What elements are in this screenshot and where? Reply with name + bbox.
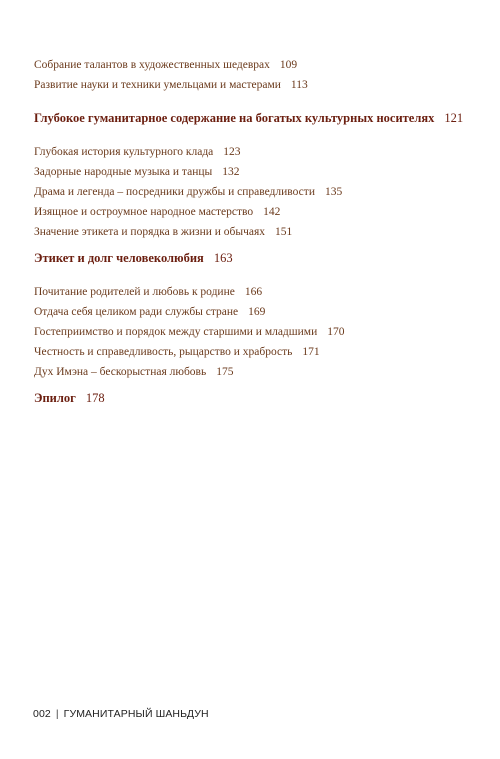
toc-page-number: 169 (248, 306, 266, 318)
toc-item: Честность и справедливость, рыцарство и храбрость 171 (34, 346, 320, 358)
toc-section-heading: Глубокое гуманитарное содержание на богатых культурных носителях 121 (34, 111, 464, 125)
toc-item: Глубокая история культурного клада 123 (34, 146, 241, 158)
toc-page-number: 113 (290, 79, 308, 91)
toc-page-number: 166 (244, 286, 263, 298)
toc-page-number: 142 (263, 206, 281, 218)
toc-page-number: 123 (223, 146, 241, 158)
toc-page-number: 175 (216, 366, 234, 378)
toc-section-heading: Этикет и долг человеколюбия 163 (34, 251, 233, 265)
toc-item: Гостеприимство и порядок между старшими и младшими 170 (34, 326, 345, 338)
footer-page-number: 002 (33, 708, 51, 720)
toc-section-heading: Эпилог 178 (34, 391, 105, 405)
toc-page-number: 171 (302, 346, 320, 358)
toc-item: Собрание талантов в художественных шедеврах 109 (34, 59, 298, 71)
footer-book-title: ГУМАНИТАРНЫЙ ШАНЬДУН (63, 708, 209, 720)
toc-group-2 (34, 142, 342, 242)
toc-item: Почитание родителей и любовь к родине 166 (34, 286, 263, 298)
toc-item: Задорные народные музыка и танцы 132 (34, 166, 240, 178)
toc-item: Отдача себя целиком ради службы стране 169 (34, 306, 266, 318)
toc-page-number: 109 (279, 59, 298, 71)
toc-page-number: 132 (222, 166, 240, 178)
toc-item: Развитие науки и техники умельцами и мастерами 113 (34, 79, 308, 91)
toc-group-3 (34, 282, 344, 382)
toc-item: Драма и легенда – посредники дружбы и справедливости 135 (34, 186, 343, 198)
toc-item: Значение этикета и порядка в жизни и обычаях 151 (34, 226, 293, 238)
toc-page-number: 178 (85, 391, 105, 405)
toc-page-number: 121 (444, 111, 464, 125)
toc-page-number: 135 (324, 186, 343, 198)
page-footer (33, 708, 209, 720)
toc-page-number: 170 (327, 326, 345, 338)
toc-page-number: 151 (275, 226, 293, 238)
footer-separator: | (55, 708, 59, 720)
toc-item: Изящное и остроумное народное мастерство 142 (34, 206, 281, 218)
toc-item: Дух Имэна – бескорыстная любовь 175 (34, 366, 234, 378)
toc-group-1 (34, 55, 308, 95)
toc-page-number: 163 (213, 251, 233, 265)
